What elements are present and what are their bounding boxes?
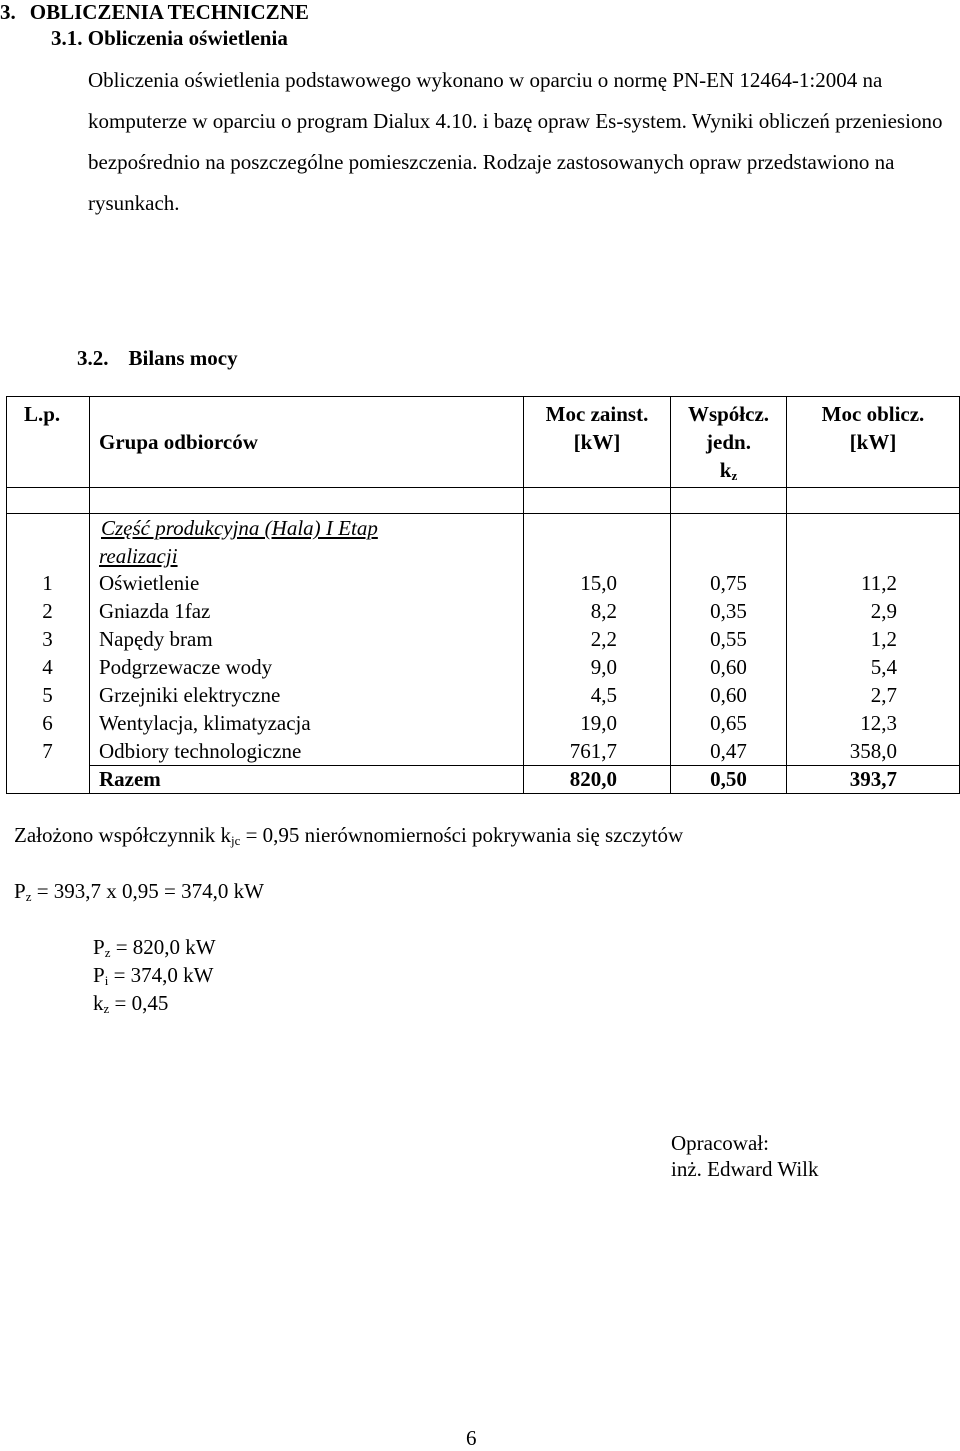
summary-pi-p: P (93, 963, 105, 987)
row-calc-power: 12,3 (860, 711, 897, 735)
table-border-header-bottom (6, 487, 959, 488)
sub1-number: 3.1. (51, 26, 83, 50)
row-name: Grzejniki elektryczne (99, 683, 281, 707)
row-coeff: 0,55 (710, 627, 747, 651)
row-name: Podgrzewacze wody (99, 655, 273, 679)
total-label: Razem (99, 767, 161, 791)
note-pz-calc-value: = 393,7 x 0,95 = 374,0 kW (31, 879, 264, 903)
row-power: 8,2 (590, 599, 617, 623)
row-coeff: 0,60 (710, 655, 747, 679)
sub2-title: Bilans mocy (128, 346, 238, 370)
heading-sub2 (77, 346, 238, 371)
summary-kz-value: = 0,45 (109, 991, 169, 1015)
row-coeff: 0,65 (710, 711, 747, 735)
row-lp: 4 (42, 655, 53, 679)
row-calc-power: 1,2 (870, 627, 897, 651)
row-lp: 7 (42, 739, 53, 763)
heading-title: OBLICZENIA TECHNICZNE (29, 0, 309, 24)
signature-label: Opracował: (671, 1131, 769, 1155)
summary-kz-k: k (93, 991, 104, 1015)
row-power: 19,0 (580, 711, 617, 735)
heading-main (0, 0, 309, 25)
summary-pi-value: = 374,0 kW (108, 963, 214, 987)
header-moc-oblicz-2: [kW] (849, 430, 897, 454)
header-moc-zainst-1: Moc zainst. (545, 402, 649, 426)
row-power: 9,0 (590, 655, 617, 679)
header-wsp-2: jedn. (706, 430, 751, 454)
row-calc-power: 2,7 (870, 683, 897, 707)
summary-pz (93, 935, 216, 960)
table-col-divider-4 (786, 396, 787, 794)
row-name: Napędy bram (99, 627, 213, 651)
table-border-spacer-bottom (6, 513, 959, 514)
table-col-divider-1 (89, 396, 90, 794)
table-border-bottom (6, 793, 959, 794)
total-power: 820,0 (569, 767, 617, 791)
total-calc-power: 393,7 (849, 767, 897, 791)
note-pz-calc (14, 879, 264, 904)
total-coeff: 0,50 (710, 767, 747, 791)
table-col-divider-2 (523, 396, 524, 794)
row-calc-power: 2,9 (870, 599, 897, 623)
sub1-title: Obliczenia oświetlenia (87, 26, 288, 50)
row-lp: 2 (42, 599, 53, 623)
note-kjc-sub: jc (230, 833, 241, 848)
summary-kz-sub: z (103, 1001, 110, 1016)
summary-pi-sub: i (104, 973, 109, 988)
summary-pi (93, 963, 213, 988)
row-lp: 1 (42, 571, 53, 595)
summary-kz (93, 991, 168, 1016)
note-kjc-text: Założono współczynnik k (14, 823, 231, 847)
row-power: 2,2 (590, 627, 617, 651)
row-coeff: 0,60 (710, 683, 747, 707)
row-power: 761,7 (569, 739, 617, 763)
row-name: Oświetlenie (99, 571, 200, 595)
row-name: Gniazda 1faz (99, 599, 211, 623)
row-calc-power: 358,0 (849, 739, 897, 763)
signature-name: inż. Edward Wilk (671, 1157, 819, 1181)
note-kjc (14, 823, 683, 848)
row-calc-power: 5,4 (870, 655, 897, 679)
row-lp: 5 (42, 683, 53, 707)
row-power: 15,0 (580, 571, 617, 595)
summary-pz-p: P (93, 935, 105, 959)
row-calc-power: 11,2 (861, 571, 897, 595)
row-coeff: 0,75 (710, 571, 747, 595)
header-lp: L.p. (24, 402, 61, 426)
row-lp: 6 (42, 711, 53, 735)
section-title-line2: realizacji (99, 544, 178, 568)
row-lp: 3 (42, 627, 53, 651)
header-wsp-3-sub: z (731, 468, 738, 483)
note-kjc-text-2: = 0,95 nierównomierności pokrywania się szczytów (240, 823, 684, 847)
header-moc-oblicz-1: Moc oblicz. (821, 402, 925, 426)
sub2-number: 3.2. (77, 346, 109, 370)
header-moc-zainst-2: [kW] (573, 430, 621, 454)
header-wsp-1: Współcz. (687, 402, 770, 426)
note-pz-calc-sub: z (25, 889, 32, 904)
row-coeff: 0,47 (710, 739, 747, 763)
header-wsp-3 (671, 458, 786, 483)
section-title-line1: Część produkcyjna (Hala) I Etap (101, 516, 378, 540)
row-name: Wentylacja, klimatyzacja (99, 711, 311, 735)
page-number: 6 (466, 1426, 477, 1450)
table-border-total-top (89, 765, 959, 766)
summary-pz-value: = 820,0 kW (110, 935, 216, 959)
intro-paragraph: Obliczenia oświetlenia podstawowego wykonano w oparciu o normę PN-EN 12464-1:2004 na komputerze w oparciu o program Dialux 4.10. i bazę opraw Es-system. Wyniki obliczeń przeniesiono bezpośrednio na poszczególne pomieszczenia. Rodzaje zastosowanych opraw przedstawiono na rysunkach. (88, 68, 943, 215)
note-pz-calc-p: P (14, 879, 26, 903)
table-border-top (6, 396, 959, 397)
row-name: Odbiory technologiczne (99, 739, 302, 763)
heading-number: 3. (0, 0, 16, 24)
summary-pz-sub: z (104, 945, 111, 960)
row-power: 4,5 (590, 683, 617, 707)
heading-sub1 (51, 26, 288, 51)
header-wsp-3-k: k (719, 458, 732, 482)
row-coeff: 0,35 (710, 599, 747, 623)
header-group: Grupa odbiorców (99, 430, 258, 454)
